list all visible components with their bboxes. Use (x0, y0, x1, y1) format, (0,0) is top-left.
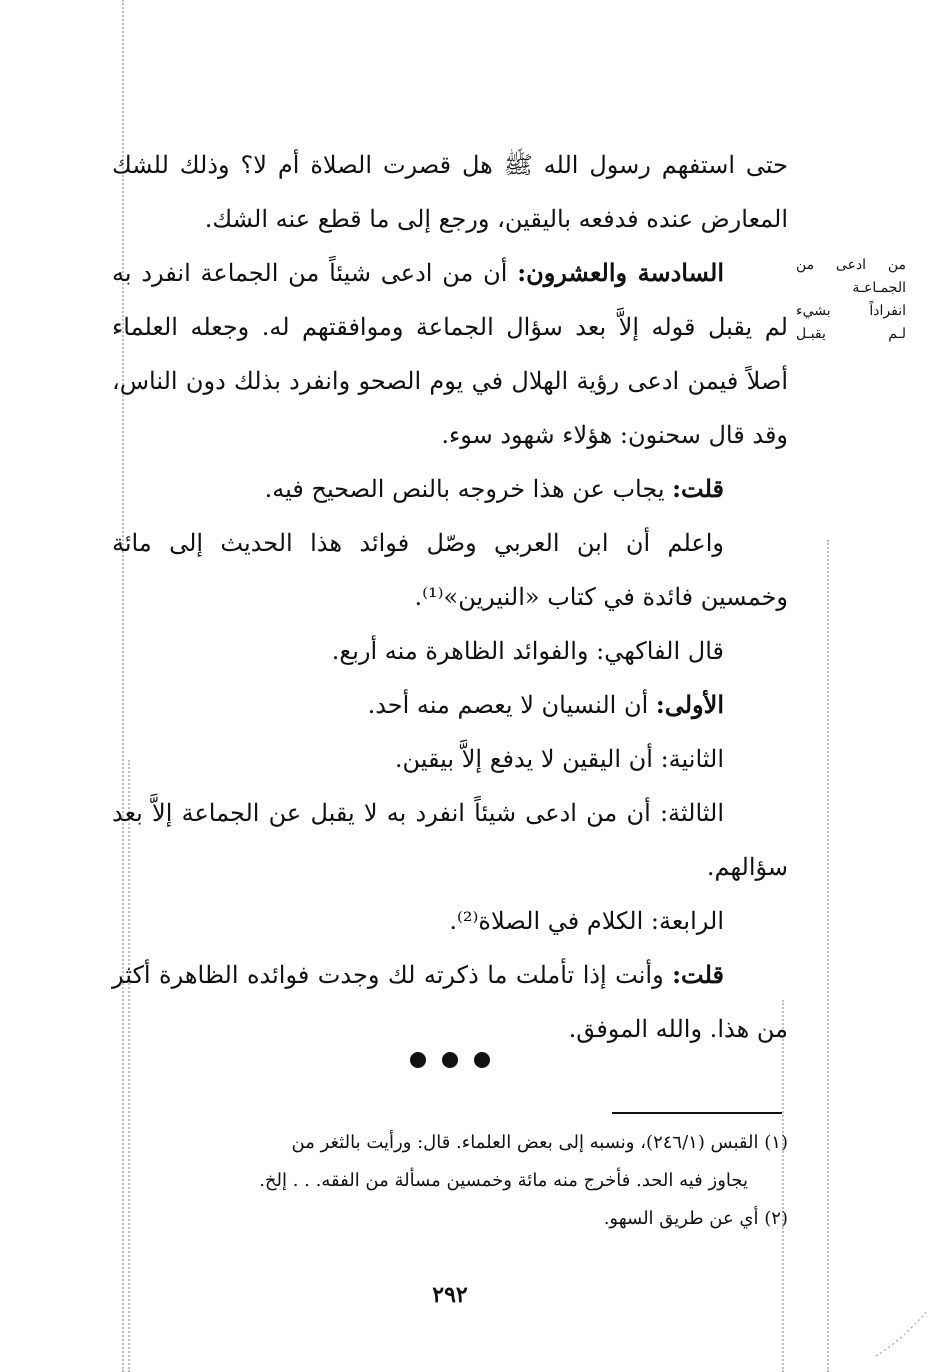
page-number: ٢٩٢ (432, 1282, 468, 1308)
paragraph-1 (112, 138, 788, 246)
paragraph-4 (112, 516, 788, 624)
footnote-1-line-2: يجاوز فيه الحد. فأخرج منه مائة وخمسين مسألة من الفقه. . . إلخ. (259, 1170, 748, 1191)
footnote-2-number: (٢) (764, 1208, 788, 1229)
paragraph-8 (112, 786, 788, 894)
footnote-2 (112, 1200, 788, 1238)
footnote-1-number: (١) (764, 1132, 788, 1153)
divider-dot (442, 1052, 458, 1068)
paragraph-9 (112, 894, 788, 948)
paragraph-10-lead: قلت: (672, 960, 724, 989)
scan-corner-mark (872, 1300, 932, 1360)
paragraph-9-text: الرابعة: الكلام في الصلاة⁽²⁾. (449, 907, 724, 935)
divider-dot (474, 1052, 490, 1068)
paragraph-3-text: يجاب عن هذا خروجه بالنص الصحيح فيه. (264, 475, 673, 503)
footnote-1-continuation (112, 1162, 788, 1200)
paragraph-2-lead: السادسة والعشرون: (517, 258, 724, 287)
footnote-1-line-1: القبس (٢٤٦/١)، ونسبه إلى بعض العلماء. قال: ورأيت بالثغر من (291, 1132, 759, 1153)
paragraph-2 (112, 246, 788, 462)
marginal-note (796, 254, 906, 346)
paragraph-6-lead: الأولى: (655, 690, 724, 719)
footnote-1 (112, 1124, 788, 1162)
paragraph-7-text: الثانية: أن اليقين لا يدفع إلاَّ بيقين. (394, 745, 724, 773)
paragraph-5-text: قال الفاكهي: والفوائد الظاهرة منه أربع. (331, 637, 724, 665)
dotted-margin-line-right (827, 540, 829, 1372)
marginal-note-line: انفراداً بشيء (796, 303, 906, 319)
section-divider-dots (410, 1052, 490, 1068)
footnote-2-line-1: أي عن طريق السهو. (603, 1208, 759, 1229)
paragraph-8-text: الثالثة: أن من ادعى شيئاً انفرد به لا يقبل عن الجماعة إلاَّ بعد سؤالهم. (112, 799, 788, 881)
paragraph-6-text: أن النسيان لا يعصم منه أحد. (367, 691, 656, 719)
paragraph-4-text: واعلم أن ابن العربي وصّل فوائد هذا الحديث إلى مائة وخمسين فائدة في كتاب «النيرين»⁽¹⁾. (112, 529, 788, 611)
paragraph-1-text: حتى استفهم رسول الله ﷺ هل قصرت الصلاة أم لا؟ وذلك للشك المعارض عنده فدفعه باليقين، ورجع إلى ما قطع عنه الشك. (112, 151, 788, 233)
paragraph-10 (112, 948, 788, 1056)
divider-dot (410, 1052, 426, 1068)
main-text (112, 138, 788, 1056)
paragraph-6 (112, 678, 788, 732)
footnote-separator (612, 1112, 782, 1114)
paragraph-10-text: وأنت إذا تأملت ما ذكرته لك وجدت فوائده الظاهرة أكثر من هذا. والله الموفق. (112, 961, 788, 1043)
paragraph-3-lead: قلت: (672, 474, 724, 503)
marginal-note-line: الجمـاعـة (852, 280, 906, 296)
paragraph-5 (112, 624, 788, 678)
paragraph-7 (112, 732, 788, 786)
paragraph-2-text: أن من ادعى شيئاً من الجماعة انفرد به لم يقبل قوله إلاَّ بعد سؤال الجماعة وموافقتهم له. وجعله العلماء أصلاً فيمن ادعى رؤية الهلال في يوم الصحو وانفرد بذلك دون الناس، وقد قال سحنون: هؤلاء شهود سوء. (112, 259, 788, 449)
marginal-note-line: لـم يقبـل (796, 326, 906, 342)
paragraph-3 (112, 462, 788, 516)
marginal-note-line: من ادعى من (796, 257, 906, 273)
footnotes (112, 1124, 788, 1238)
